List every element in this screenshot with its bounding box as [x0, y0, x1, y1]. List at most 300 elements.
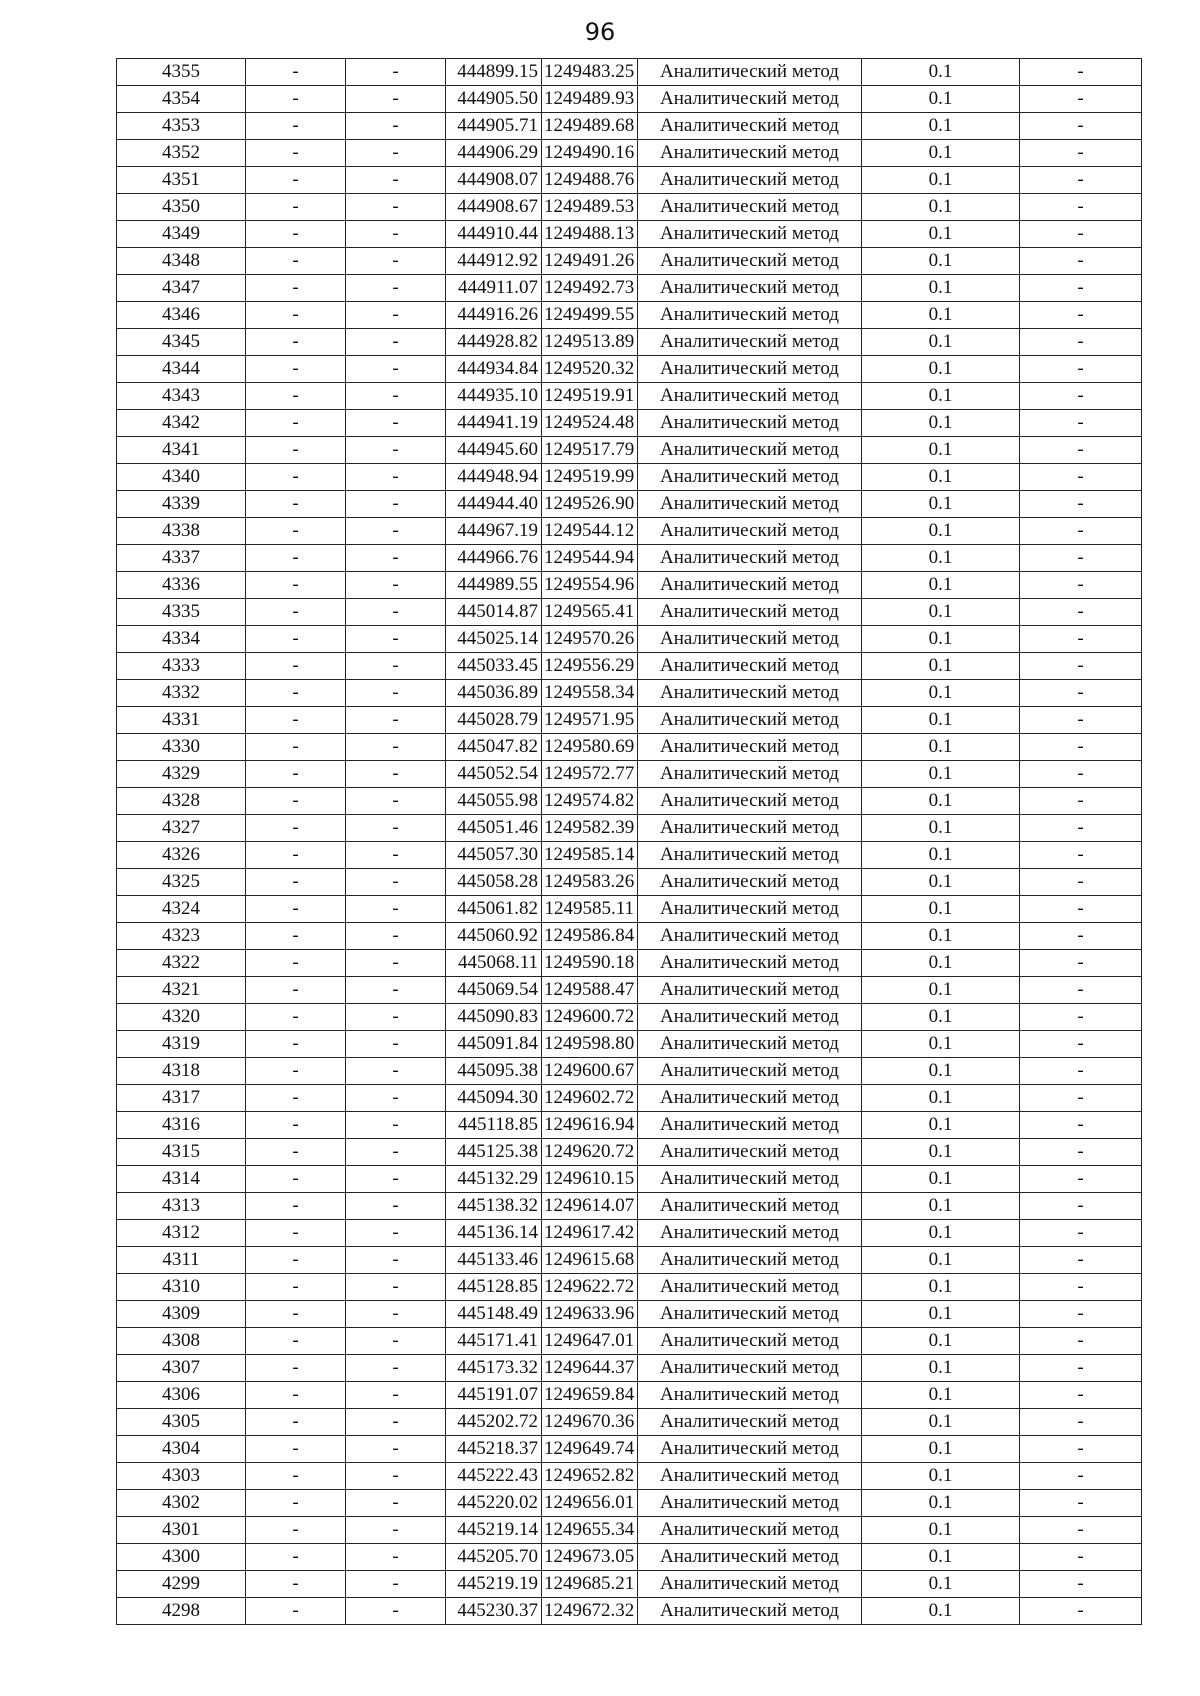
y-coordinate-cell: 1249520.32	[542, 356, 638, 383]
method-cell: Аналитический метод	[638, 842, 862, 869]
table-row	[117, 410, 1142, 437]
point-number-cell: 4329	[117, 761, 246, 788]
point-number-cell: 4350	[117, 194, 246, 221]
x-coordinate-cell: 445222.43	[446, 1463, 542, 1490]
table-row	[117, 653, 1142, 680]
table-row	[117, 167, 1142, 194]
method-cell: Аналитический метод	[638, 626, 862, 653]
x-coordinate-cell: 444912.92	[446, 248, 542, 275]
x-coordinate-cell: 444966.76	[446, 545, 542, 572]
table-row	[117, 1058, 1142, 1085]
table-row	[117, 302, 1142, 329]
empty-cell-a: -	[246, 1544, 346, 1571]
point-number-cell: 4346	[117, 302, 246, 329]
table-row	[117, 194, 1142, 221]
empty-cell-b: -	[346, 815, 446, 842]
y-coordinate-cell: 1249488.76	[542, 167, 638, 194]
y-coordinate-cell: 1249617.42	[542, 1220, 638, 1247]
empty-cell-b: -	[346, 356, 446, 383]
y-coordinate-cell: 1249558.34	[542, 680, 638, 707]
table-row	[117, 86, 1142, 113]
accuracy-cell: 0.1	[862, 1571, 1020, 1598]
method-cell: Аналитический метод	[638, 1220, 862, 1247]
empty-cell-b: -	[346, 1490, 446, 1517]
x-coordinate-cell: 444906.29	[446, 140, 542, 167]
method-cell: Аналитический метод	[638, 1166, 862, 1193]
empty-cell-b: -	[346, 572, 446, 599]
y-coordinate-cell: 1249585.14	[542, 842, 638, 869]
y-coordinate-cell: 1249670.36	[542, 1409, 638, 1436]
x-coordinate-cell: 445125.38	[446, 1139, 542, 1166]
x-coordinate-cell: 445095.38	[446, 1058, 542, 1085]
x-coordinate-cell: 445052.54	[446, 761, 542, 788]
method-cell: Аналитический метод	[638, 1463, 862, 1490]
point-number-cell: 4328	[117, 788, 246, 815]
y-coordinate-cell: 1249633.96	[542, 1301, 638, 1328]
empty-cell-a: -	[246, 356, 346, 383]
point-number-cell: 4343	[117, 383, 246, 410]
note-cell: -	[1020, 1004, 1142, 1031]
point-number-cell: 4303	[117, 1463, 246, 1490]
empty-cell-a: -	[246, 1058, 346, 1085]
accuracy-cell: 0.1	[862, 194, 1020, 221]
accuracy-cell: 0.1	[862, 869, 1020, 896]
accuracy-cell: 0.1	[862, 1328, 1020, 1355]
x-coordinate-cell: 445132.29	[446, 1166, 542, 1193]
note-cell: -	[1020, 1247, 1142, 1274]
empty-cell-b: -	[346, 275, 446, 302]
x-coordinate-cell: 445090.83	[446, 1004, 542, 1031]
point-number-cell: 4320	[117, 1004, 246, 1031]
point-number-cell: 4331	[117, 707, 246, 734]
table-row	[117, 761, 1142, 788]
y-coordinate-cell: 1249524.48	[542, 410, 638, 437]
accuracy-cell: 0.1	[862, 1382, 1020, 1409]
empty-cell-b: -	[346, 842, 446, 869]
empty-cell-a: -	[246, 302, 346, 329]
empty-cell-b: -	[346, 464, 446, 491]
accuracy-cell: 0.1	[862, 356, 1020, 383]
table-row	[117, 1436, 1142, 1463]
method-cell: Аналитический метод	[638, 1301, 862, 1328]
point-number-cell: 4354	[117, 86, 246, 113]
accuracy-cell: 0.1	[862, 599, 1020, 626]
note-cell: -	[1020, 680, 1142, 707]
empty-cell-b: -	[346, 59, 446, 86]
note-cell: -	[1020, 653, 1142, 680]
method-cell: Аналитический метод	[638, 1409, 862, 1436]
accuracy-cell: 0.1	[862, 653, 1020, 680]
x-coordinate-cell: 445128.85	[446, 1274, 542, 1301]
accuracy-cell: 0.1	[862, 221, 1020, 248]
x-coordinate-cell: 444935.10	[446, 383, 542, 410]
point-number-cell: 4347	[117, 275, 246, 302]
x-coordinate-cell: 445033.45	[446, 653, 542, 680]
accuracy-cell: 0.1	[862, 140, 1020, 167]
empty-cell-a: -	[246, 680, 346, 707]
note-cell: -	[1020, 275, 1142, 302]
x-coordinate-cell: 444905.71	[446, 113, 542, 140]
point-number-cell: 4313	[117, 1193, 246, 1220]
method-cell: Аналитический метод	[638, 1031, 862, 1058]
empty-cell-a: -	[246, 275, 346, 302]
accuracy-cell: 0.1	[862, 923, 1020, 950]
accuracy-cell: 0.1	[862, 1085, 1020, 1112]
point-number-cell: 4306	[117, 1382, 246, 1409]
y-coordinate-cell: 1249572.77	[542, 761, 638, 788]
x-coordinate-cell: 445025.14	[446, 626, 542, 653]
table-row	[117, 1571, 1142, 1598]
x-coordinate-cell: 444948.94	[446, 464, 542, 491]
table-row	[117, 59, 1142, 86]
y-coordinate-cell: 1249556.29	[542, 653, 638, 680]
y-coordinate-cell: 1249585.11	[542, 896, 638, 923]
empty-cell-a: -	[246, 1463, 346, 1490]
accuracy-cell: 0.1	[862, 1193, 1020, 1220]
table-row	[117, 842, 1142, 869]
empty-cell-a: -	[246, 1085, 346, 1112]
y-coordinate-cell: 1249491.26	[542, 248, 638, 275]
note-cell: -	[1020, 572, 1142, 599]
point-number-cell: 4337	[117, 545, 246, 572]
point-number-cell: 4336	[117, 572, 246, 599]
method-cell: Аналитический метод	[638, 194, 862, 221]
y-coordinate-cell: 1249483.25	[542, 59, 638, 86]
note-cell: -	[1020, 383, 1142, 410]
empty-cell-b: -	[346, 1139, 446, 1166]
table-row	[117, 1517, 1142, 1544]
point-number-cell: 4349	[117, 221, 246, 248]
y-coordinate-cell: 1249489.93	[542, 86, 638, 113]
note-cell: -	[1020, 1112, 1142, 1139]
note-cell: -	[1020, 1274, 1142, 1301]
empty-cell-a: -	[246, 221, 346, 248]
note-cell: -	[1020, 329, 1142, 356]
empty-cell-b: -	[346, 707, 446, 734]
table-row	[117, 275, 1142, 302]
point-number-cell: 4345	[117, 329, 246, 356]
y-coordinate-cell: 1249583.26	[542, 869, 638, 896]
accuracy-cell: 0.1	[862, 1220, 1020, 1247]
accuracy-cell: 0.1	[862, 410, 1020, 437]
y-coordinate-cell: 1249586.84	[542, 923, 638, 950]
table-row	[117, 707, 1142, 734]
y-coordinate-cell: 1249580.69	[542, 734, 638, 761]
y-coordinate-cell: 1249582.39	[542, 815, 638, 842]
empty-cell-a: -	[246, 140, 346, 167]
empty-cell-b: -	[346, 1004, 446, 1031]
empty-cell-a: -	[246, 1517, 346, 1544]
method-cell: Аналитический метод	[638, 113, 862, 140]
empty-cell-a: -	[246, 815, 346, 842]
x-coordinate-cell: 444928.82	[446, 329, 542, 356]
empty-cell-a: -	[246, 1166, 346, 1193]
empty-cell-a: -	[246, 383, 346, 410]
empty-cell-a: -	[246, 1004, 346, 1031]
note-cell: -	[1020, 1193, 1142, 1220]
empty-cell-a: -	[246, 1031, 346, 1058]
y-coordinate-cell: 1249570.26	[542, 626, 638, 653]
point-number-cell: 4333	[117, 653, 246, 680]
empty-cell-a: -	[246, 329, 346, 356]
table-row	[117, 788, 1142, 815]
table-row	[117, 356, 1142, 383]
x-coordinate-cell: 444941.19	[446, 410, 542, 437]
table-row	[117, 1166, 1142, 1193]
point-number-cell: 4332	[117, 680, 246, 707]
x-coordinate-cell: 445058.28	[446, 869, 542, 896]
table-row	[117, 1382, 1142, 1409]
x-coordinate-cell: 444989.55	[446, 572, 542, 599]
y-coordinate-cell: 1249672.32	[542, 1598, 638, 1625]
method-cell: Аналитический метод	[638, 1490, 862, 1517]
empty-cell-a: -	[246, 1301, 346, 1328]
note-cell: -	[1020, 626, 1142, 653]
accuracy-cell: 0.1	[862, 761, 1020, 788]
empty-cell-b: -	[346, 167, 446, 194]
x-coordinate-cell: 445173.32	[446, 1355, 542, 1382]
accuracy-cell: 0.1	[862, 59, 1020, 86]
point-number-cell: 4317	[117, 1085, 246, 1112]
accuracy-cell: 0.1	[862, 1058, 1020, 1085]
table-row	[117, 1274, 1142, 1301]
x-coordinate-cell: 445136.14	[446, 1220, 542, 1247]
note-cell: -	[1020, 1436, 1142, 1463]
method-cell: Аналитический метод	[638, 896, 862, 923]
empty-cell-b: -	[346, 221, 446, 248]
accuracy-cell: 0.1	[862, 491, 1020, 518]
accuracy-cell: 0.1	[862, 1004, 1020, 1031]
point-number-cell: 4311	[117, 1247, 246, 1274]
y-coordinate-cell: 1249614.07	[542, 1193, 638, 1220]
table-row	[117, 383, 1142, 410]
y-coordinate-cell: 1249622.72	[542, 1274, 638, 1301]
empty-cell-a: -	[246, 1220, 346, 1247]
empty-cell-b: -	[346, 437, 446, 464]
empty-cell-b: -	[346, 113, 446, 140]
x-coordinate-cell: 445230.37	[446, 1598, 542, 1625]
method-cell: Аналитический метод	[638, 1328, 862, 1355]
x-coordinate-cell: 445219.14	[446, 1517, 542, 1544]
empty-cell-b: -	[346, 599, 446, 626]
point-number-cell: 4304	[117, 1436, 246, 1463]
empty-cell-a: -	[246, 1571, 346, 1598]
empty-cell-a: -	[246, 599, 346, 626]
method-cell: Аналитический метод	[638, 599, 862, 626]
empty-cell-b: -	[346, 680, 446, 707]
x-coordinate-cell: 444944.40	[446, 491, 542, 518]
note-cell: -	[1020, 1328, 1142, 1355]
empty-cell-a: -	[246, 1409, 346, 1436]
empty-cell-a: -	[246, 572, 346, 599]
point-number-cell: 4325	[117, 869, 246, 896]
accuracy-cell: 0.1	[862, 1409, 1020, 1436]
accuracy-cell: 0.1	[862, 167, 1020, 194]
point-number-cell: 4323	[117, 923, 246, 950]
empty-cell-b: -	[346, 410, 446, 437]
y-coordinate-cell: 1249588.47	[542, 977, 638, 1004]
empty-cell-b: -	[346, 950, 446, 977]
point-number-cell: 4301	[117, 1517, 246, 1544]
empty-cell-a: -	[246, 977, 346, 1004]
x-coordinate-cell: 445219.19	[446, 1571, 542, 1598]
method-cell: Аналитический метод	[638, 302, 862, 329]
empty-cell-b: -	[346, 1247, 446, 1274]
accuracy-cell: 0.1	[862, 896, 1020, 923]
point-number-cell: 4305	[117, 1409, 246, 1436]
point-number-cell: 4298	[117, 1598, 246, 1625]
table-row	[117, 1328, 1142, 1355]
table-row	[117, 1247, 1142, 1274]
empty-cell-a: -	[246, 1247, 346, 1274]
table-row	[117, 950, 1142, 977]
accuracy-cell: 0.1	[862, 1517, 1020, 1544]
method-cell: Аналитический метод	[638, 356, 862, 383]
method-cell: Аналитический метод	[638, 977, 862, 1004]
y-coordinate-cell: 1249519.91	[542, 383, 638, 410]
table-row	[117, 1193, 1142, 1220]
x-coordinate-cell: 444911.07	[446, 275, 542, 302]
table-row	[117, 1112, 1142, 1139]
empty-cell-b: -	[346, 1571, 446, 1598]
point-number-cell: 4327	[117, 815, 246, 842]
table-row	[117, 221, 1142, 248]
x-coordinate-cell: 444899.15	[446, 59, 542, 86]
note-cell: -	[1020, 1463, 1142, 1490]
method-cell: Аналитический метод	[638, 761, 862, 788]
point-number-cell: 4341	[117, 437, 246, 464]
point-number-cell: 4335	[117, 599, 246, 626]
accuracy-cell: 0.1	[862, 248, 1020, 275]
x-coordinate-cell: 445061.82	[446, 896, 542, 923]
accuracy-cell: 0.1	[862, 86, 1020, 113]
y-coordinate-cell: 1249554.96	[542, 572, 638, 599]
empty-cell-b: -	[346, 1166, 446, 1193]
accuracy-cell: 0.1	[862, 518, 1020, 545]
table-row	[117, 1085, 1142, 1112]
method-cell: Аналитический метод	[638, 221, 862, 248]
table-row	[117, 599, 1142, 626]
y-coordinate-cell: 1249600.67	[542, 1058, 638, 1085]
y-coordinate-cell: 1249685.21	[542, 1571, 638, 1598]
point-number-cell: 4326	[117, 842, 246, 869]
note-cell: -	[1020, 545, 1142, 572]
accuracy-cell: 0.1	[862, 1490, 1020, 1517]
method-cell: Аналитический метод	[638, 86, 862, 113]
point-number-cell: 4342	[117, 410, 246, 437]
empty-cell-b: -	[346, 734, 446, 761]
x-coordinate-cell: 444934.84	[446, 356, 542, 383]
empty-cell-b: -	[346, 896, 446, 923]
x-coordinate-cell: 445057.30	[446, 842, 542, 869]
accuracy-cell: 0.1	[862, 1463, 1020, 1490]
empty-cell-b: -	[346, 1085, 446, 1112]
x-coordinate-cell: 444916.26	[446, 302, 542, 329]
note-cell: -	[1020, 599, 1142, 626]
coordinates-table	[116, 58, 1142, 1625]
table-row	[117, 572, 1142, 599]
accuracy-cell: 0.1	[862, 464, 1020, 491]
method-cell: Аналитический метод	[638, 1112, 862, 1139]
y-coordinate-cell: 1249649.74	[542, 1436, 638, 1463]
x-coordinate-cell: 444910.44	[446, 221, 542, 248]
method-cell: Аналитический метод	[638, 491, 862, 518]
point-number-cell: 4314	[117, 1166, 246, 1193]
empty-cell-a: -	[246, 1382, 346, 1409]
table-row	[117, 248, 1142, 275]
page-number: 96	[584, 18, 616, 46]
table-row	[117, 1031, 1142, 1058]
note-cell: -	[1020, 518, 1142, 545]
y-coordinate-cell: 1249602.72	[542, 1085, 638, 1112]
empty-cell-a: -	[246, 518, 346, 545]
x-coordinate-cell: 445220.02	[446, 1490, 542, 1517]
empty-cell-a: -	[246, 896, 346, 923]
accuracy-cell: 0.1	[862, 707, 1020, 734]
x-coordinate-cell: 445028.79	[446, 707, 542, 734]
y-coordinate-cell: 1249600.72	[542, 1004, 638, 1031]
empty-cell-b: -	[346, 1193, 446, 1220]
empty-cell-a: -	[246, 1355, 346, 1382]
empty-cell-a: -	[246, 86, 346, 113]
note-cell: -	[1020, 86, 1142, 113]
method-cell: Аналитический метод	[638, 1571, 862, 1598]
table-row	[117, 869, 1142, 896]
x-coordinate-cell: 445051.46	[446, 815, 542, 842]
x-coordinate-cell: 445060.92	[446, 923, 542, 950]
x-coordinate-cell: 445091.84	[446, 1031, 542, 1058]
empty-cell-b: -	[346, 86, 446, 113]
empty-cell-a: -	[246, 869, 346, 896]
table-row	[117, 1355, 1142, 1382]
table-row	[117, 329, 1142, 356]
empty-cell-b: -	[346, 1058, 446, 1085]
note-cell: -	[1020, 896, 1142, 923]
point-number-cell: 4348	[117, 248, 246, 275]
note-cell: -	[1020, 113, 1142, 140]
y-coordinate-cell: 1249656.01	[542, 1490, 638, 1517]
table-row	[117, 1139, 1142, 1166]
method-cell: Аналитический метод	[638, 1247, 862, 1274]
note-cell: -	[1020, 1085, 1142, 1112]
accuracy-cell: 0.1	[862, 383, 1020, 410]
empty-cell-a: -	[246, 734, 346, 761]
empty-cell-a: -	[246, 59, 346, 86]
y-coordinate-cell: 1249526.90	[542, 491, 638, 518]
x-coordinate-cell: 445055.98	[446, 788, 542, 815]
note-cell: -	[1020, 977, 1142, 1004]
empty-cell-b: -	[346, 302, 446, 329]
empty-cell-b: -	[346, 761, 446, 788]
x-coordinate-cell: 445047.82	[446, 734, 542, 761]
point-number-cell: 4324	[117, 896, 246, 923]
y-coordinate-cell: 1249544.12	[542, 518, 638, 545]
note-cell: -	[1020, 950, 1142, 977]
method-cell: Аналитический метод	[638, 923, 862, 950]
point-number-cell: 4299	[117, 1571, 246, 1598]
method-cell: Аналитический метод	[638, 59, 862, 86]
table-row	[117, 437, 1142, 464]
x-coordinate-cell: 445148.49	[446, 1301, 542, 1328]
accuracy-cell: 0.1	[862, 1031, 1020, 1058]
empty-cell-a: -	[246, 464, 346, 491]
method-cell: Аналитический метод	[638, 248, 862, 275]
method-cell: Аналитический метод	[638, 1085, 862, 1112]
note-cell: -	[1020, 707, 1142, 734]
note-cell: -	[1020, 1382, 1142, 1409]
y-coordinate-cell: 1249615.68	[542, 1247, 638, 1274]
x-coordinate-cell: 444908.67	[446, 194, 542, 221]
